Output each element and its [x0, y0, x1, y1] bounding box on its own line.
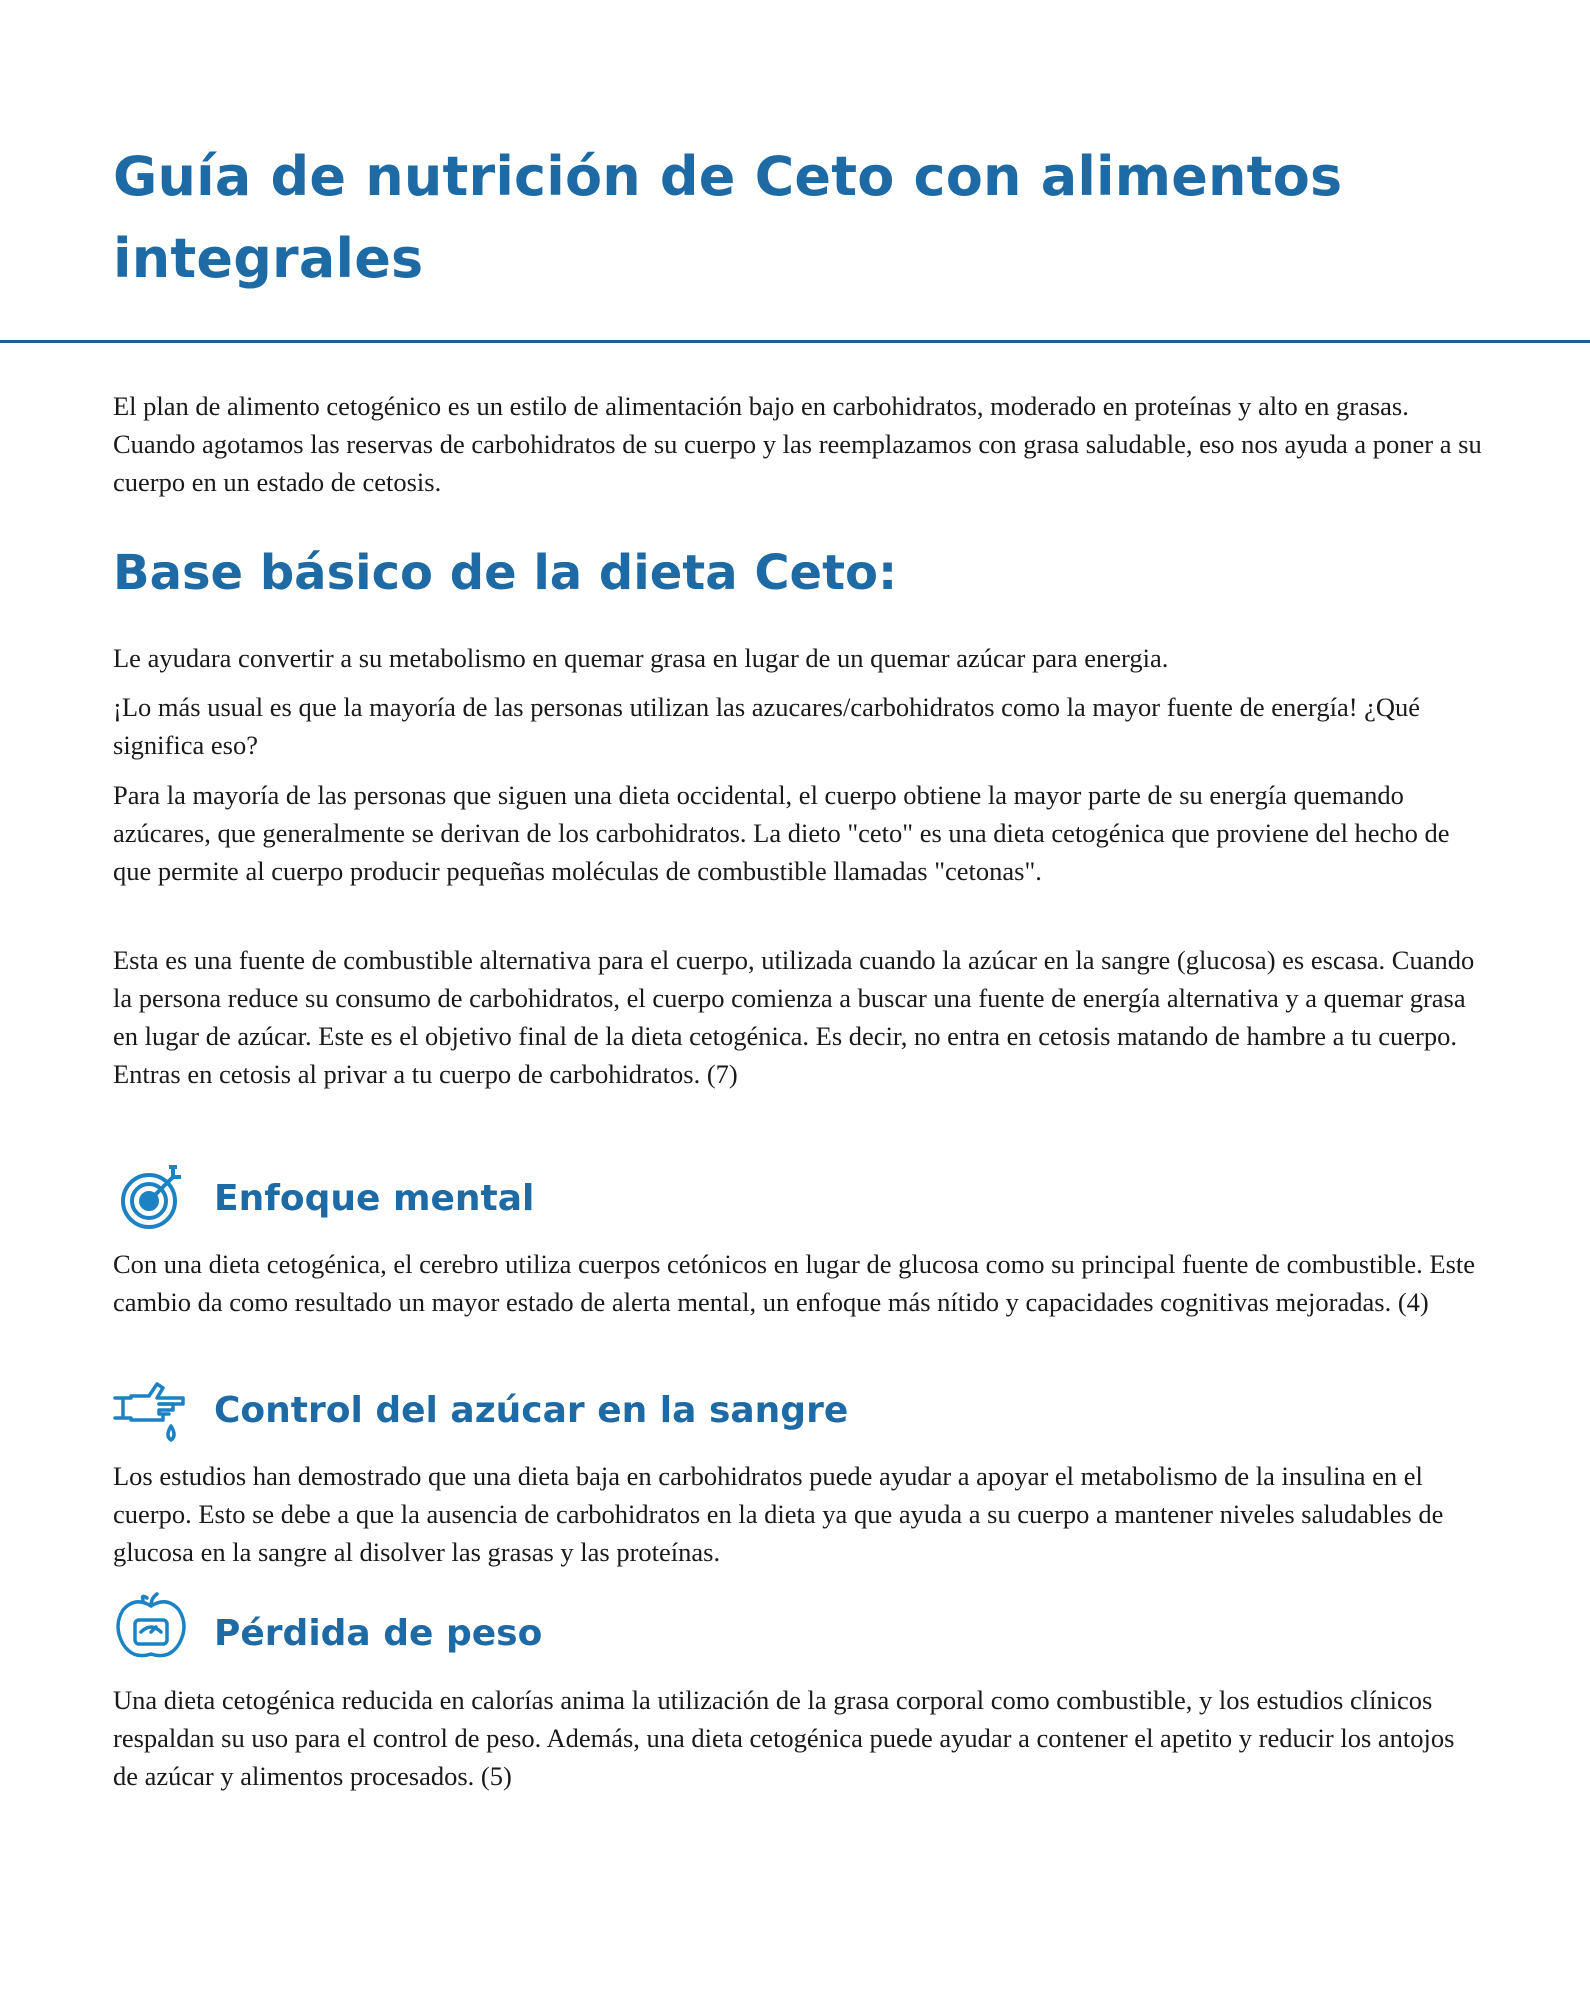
basics-paragraph-4: Esta es una fuente de combustible alternativa para el cuerpo, utilizada cuando la azúcar en la sangre (glucosa) es escasa. Cuando la persona reduce su consumo de carbohidratos, el cuerpo comienza a buscar una fuente de energía alternativa y a quemar grasa en lugar de azúcar. Este es el objetivo final de la dieta cetogénica. Es decir, no entra en cetosis matando de hambre a tu cuerpo. Entras en cetosis al privar a tu cuerpo de carbohidratos. (7) — [113, 945, 1475, 1089]
section-heading-mental-focus: Enfoque mental — [214, 1178, 535, 1219]
section-text-weight-loss: Una dieta cetogénica reducida en calorías anima la utilización de la grasa corporal como combustible, y los estudios clínicos respaldan su uso para el control de peso. Además, una dieta cetogénica puede ayudar a contener el apetito y reducir los antojos de azúcar y alimentos procesados. (5) — [113, 1685, 1455, 1791]
blood-drop-hand-icon — [113, 1378, 195, 1450]
intro-paragraph: El plan de alimento cetogénico es un estilo de alimentación bajo en carbohidratos, moderado en proteínas y alto en grasas. Cuando agotamos las reservas de carbohidratos de su cuerpo y las reemplazamos con grasa saludable, eso nos ayuda a poner a su cuerpo en un estado de cetosis. — [113, 391, 1482, 497]
target-icon — [113, 1163, 195, 1235]
section-text-blood-sugar: Los estudios han demostrado que una dieta baja en carbohidratos puede ayudar a apoyar el metabolismo de la insulina en el cuerpo. Esto se debe a que la ausencia de carbohidratos en la dieta ya que ayuda a su cuerpo a mantener niveles saludables de glucosa en la sangre al disolver las grasas y las proteínas. — [113, 1461, 1444, 1567]
basics-paragraph-3: Para la mayoría de las personas que siguen una dieta occidental, el cuerpo obtiene la mayor parte de su energía quemando azúcares, que generalmente se derivan de los carbohidratos. La dieto "ceto" es una dieta cetogénica que proviene del hecho de que permite al cuerpo producir pequeñas moléculas de combustible llamadas "cetonas". — [113, 780, 1450, 886]
basics-paragraph-2: ¡Lo más usual es que la mayoría de las personas utilizan las azucares/carbohidratos como la mayor fuente de energía! ¿Qué significa eso? — [113, 692, 1421, 760]
section-heading-blood-sugar: Control del azúcar en la sangre — [214, 1390, 849, 1431]
apple-scale-icon — [113, 1592, 195, 1664]
page-title: Guía de nutrición de Ceto con alimentos integrales — [113, 145, 1343, 290]
basics-paragraph-1: Le ayudara convertir a su metabolismo en quemar grasa en lugar de un quemar azúcar para energia. — [113, 643, 1169, 673]
section-heading-weight-loss: Pérdida de peso — [214, 1613, 543, 1654]
section-text-mental-focus: Con una dieta cetogénica, el cerebro utiliza cuerpos cetónicos en lugar de glucosa como su principal fuente de combustible. Este cambio da como resultado un mayor estado de alerta mental, un enfoque más nítido y capacidades cognitivas mejoradas. (4) — [113, 1249, 1476, 1317]
title-divider — [0, 340, 1590, 343]
basics-heading: Base básico de la dieta Ceto: — [113, 545, 898, 601]
